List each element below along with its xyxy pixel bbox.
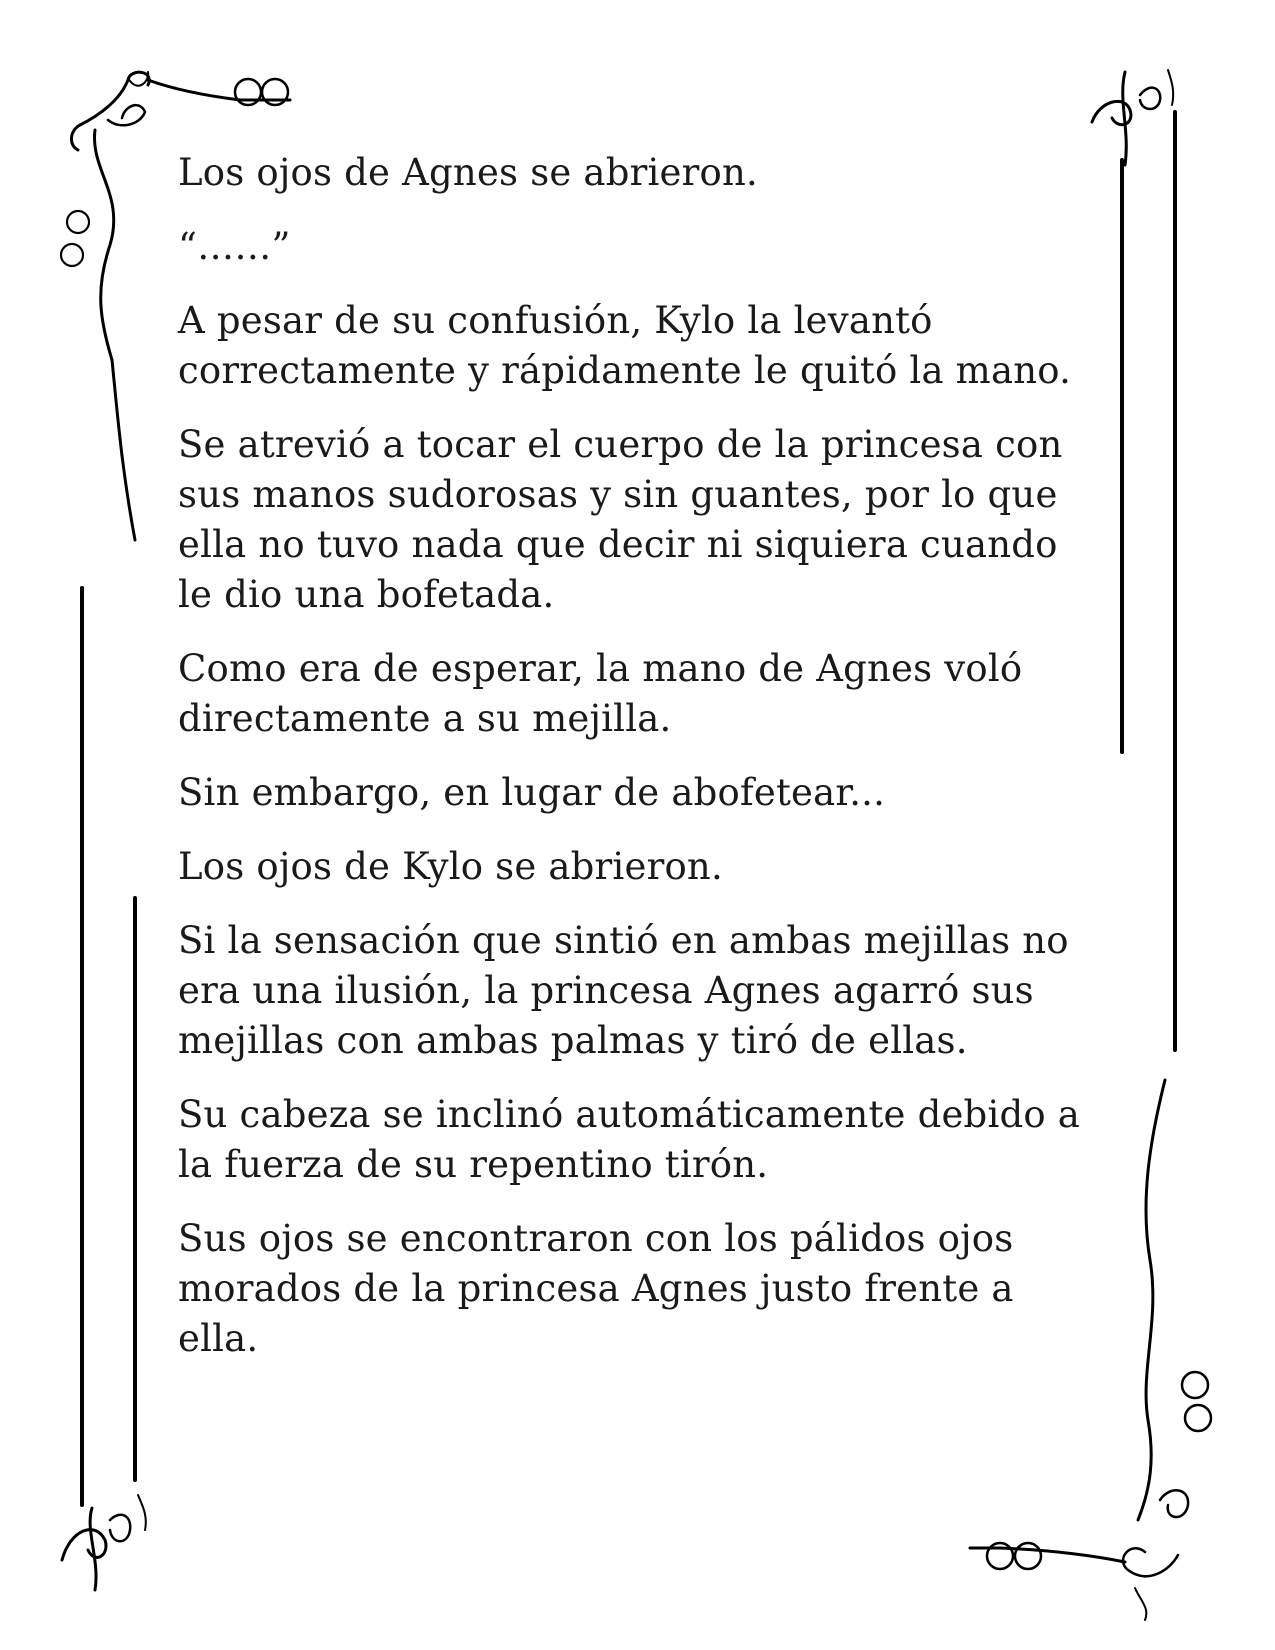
bottom-left-flourish-icon <box>62 1495 146 1590</box>
paragraph: Su cabeza se inclinó automáticamente debido a la fuerza de su repentino tirón. <box>178 1093 1081 1186</box>
paragraph: A pesar de su confusión, Kylo la levantó correctamente y rápidamente le quitó la mano. <box>178 299 1072 392</box>
paragraph: Los ojos de Kylo se abrieron. <box>178 845 723 888</box>
top-right-flourish-icon <box>1092 70 1173 165</box>
paragraph: Sus ojos se encontraron con los pálidos ojos morados de la princesa Agnes justo frente a ella. <box>178 1217 1014 1360</box>
paragraph: Sin embargo, en lugar de abofetear... <box>178 771 886 814</box>
paragraph: Como era de esperar, la mano de Agnes voló directamente a su mejilla. <box>178 647 1023 740</box>
story-text <box>178 148 1093 1388</box>
paragraph: Los ojos de Agnes se abrieron. <box>178 151 758 194</box>
paragraph: “……” <box>178 225 291 268</box>
paragraph: Si la sensación que sintió en ambas mejillas no era una ilusión, la princesa Agnes agarró sus mejillas con ambas palmas y tiró de ellas. <box>178 919 1069 1062</box>
paragraph: Se atrevió a tocar el cuerpo de la princesa con sus manos sudorosas y sin guantes, por lo que ella no tuvo nada que decir ni siquiera cuando le dio una bofetada. <box>178 423 1063 616</box>
